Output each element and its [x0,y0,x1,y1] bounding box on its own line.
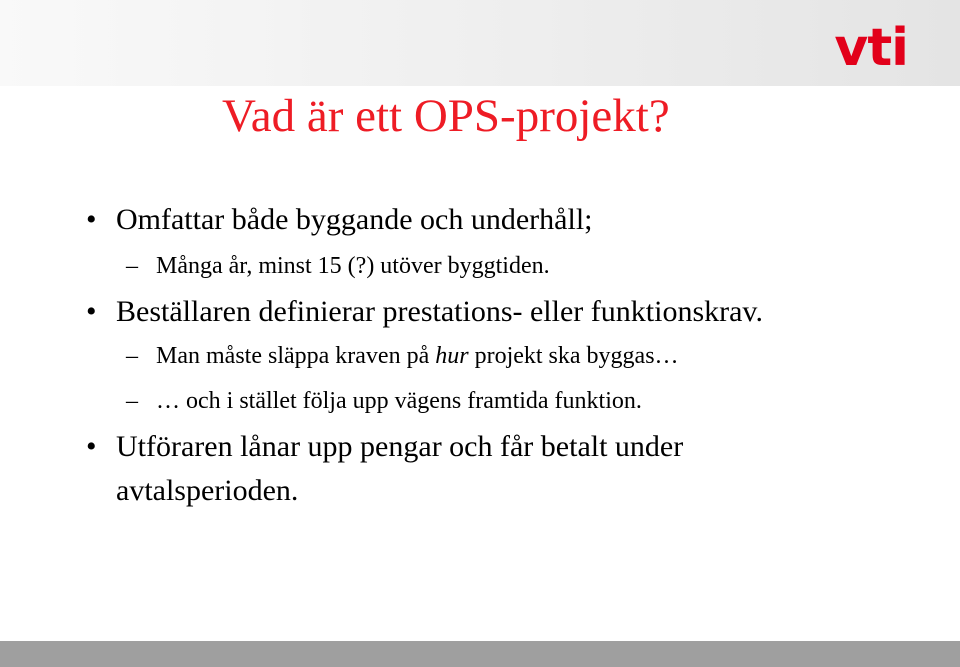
dash-icon: – [126,343,138,369]
slide-title: Vad är ett OPS-projekt? [222,90,670,142]
footer-band [0,641,960,667]
sub-item-2-1-after: projekt ska byggas… [468,343,679,369]
sub-item-2-1 [156,342,679,370]
sub-item-1-1: Många år, minst 15 (?) utöver byggtiden. [156,253,550,279]
vti-logo: vti [834,18,908,78]
dash-icon: – [126,388,138,414]
bullet-icon: • [86,295,97,328]
sub-item-2-2: … och i stället följa upp vägens framtida funktion. [156,388,642,414]
bullet-icon: • [86,203,97,236]
sub-item-2-1-italic: hur [435,343,469,369]
bullet-item-3: Utföraren lånar upp pengar och får betalt under avtalsperioden. [116,430,684,507]
bullet-item-2: Beställaren definierar prestations- eller funktionskrav. [116,295,763,328]
dash-icon: – [126,253,138,279]
bullet-item-1: Omfattar både byggande och underhåll; [116,203,593,236]
sub-item-2-1-before: Man måste släppa kraven på [156,343,436,369]
bullet-icon: • [86,430,97,463]
header-band [0,0,960,86]
